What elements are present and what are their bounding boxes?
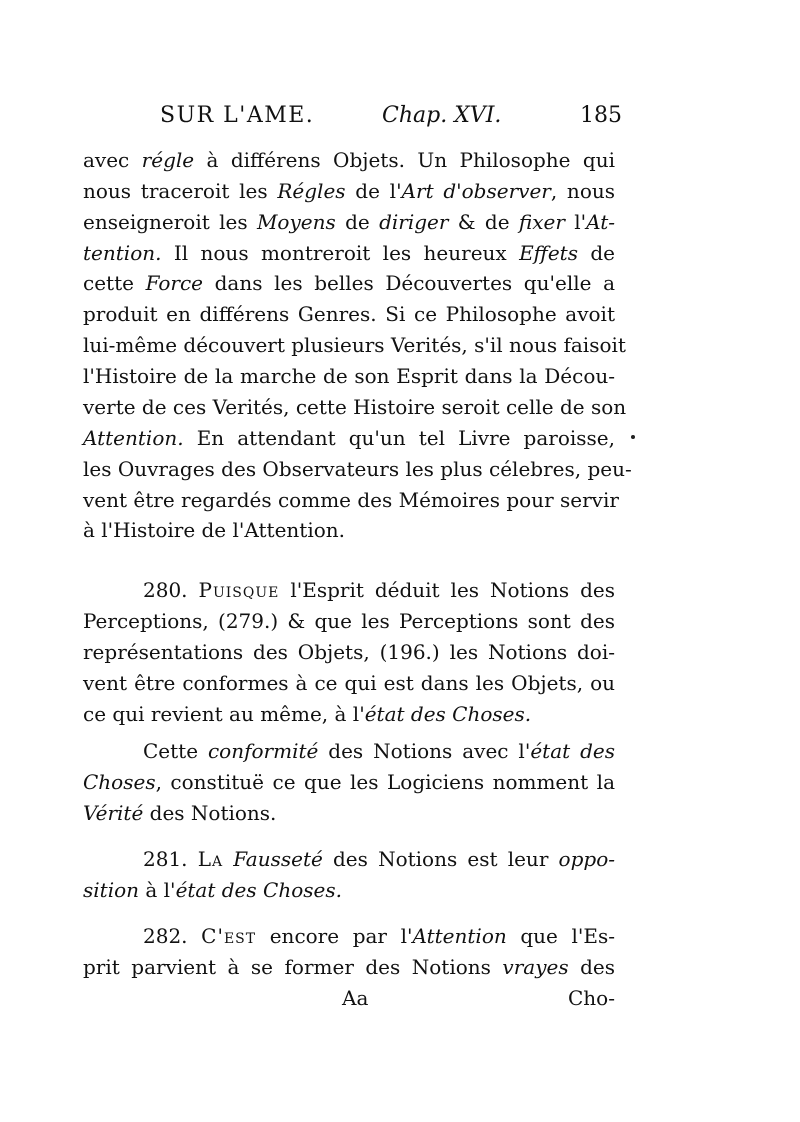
italic-text: At- xyxy=(586,210,615,234)
italic-text: Moyens xyxy=(256,210,336,234)
small-caps-text: C'est xyxy=(201,924,257,948)
running-head xyxy=(160,103,622,133)
text-line: verte de ces Verités, cette Histoire seroit celle de son xyxy=(83,395,627,419)
small-caps-text: La xyxy=(197,847,224,871)
text-line: Choses, constituë ce que les Logiciens nomment la xyxy=(83,770,615,794)
italic-text: état des Choses. xyxy=(175,878,342,902)
text-line: prit parvient à se former des Notions vrayes des xyxy=(83,955,615,979)
text-line: les Ouvrages des Observateurs les plus célebres, peu- xyxy=(83,457,632,481)
small-caps-text: Puisque xyxy=(198,578,280,602)
italic-text: Art d'observer xyxy=(401,179,551,203)
italic-text: sition xyxy=(83,878,140,902)
italic-text: Attention xyxy=(412,924,507,948)
paragraph-282-line: 282. C'est encore par l'Attention que l'Es- xyxy=(143,924,616,948)
italic-text: Fausseté xyxy=(233,847,323,871)
paragraph-281-line: 281. La Fausseté des Notions est leur oppo- xyxy=(143,847,615,871)
text-line: tention. Il nous montreroit les heureux Effets de xyxy=(83,241,615,265)
text-line: vent être regardés comme des Mémoires pour servir xyxy=(83,488,619,512)
text-line: Attention. En attendant qu'un tel Livre paroisse, xyxy=(83,426,615,450)
italic-text: oppo- xyxy=(558,847,615,871)
text-line: produit en différens Genres. Si ce Philosophe avoit xyxy=(83,302,615,326)
italic-text: Attention. xyxy=(83,426,184,450)
italic-text: Force xyxy=(145,271,203,295)
text-line: avec régle à différens Objets. Un Philosophe qui xyxy=(83,148,615,172)
running-title: SUR L'AME. xyxy=(160,103,315,128)
text-line: vent être conformes à ce qui est dans les Objets, ou xyxy=(83,671,615,695)
italic-text: vrayes xyxy=(502,955,569,979)
italic-text: conformité xyxy=(207,739,319,763)
text-line: sition à l'état des Choses. xyxy=(83,878,342,902)
italic-text: Effets xyxy=(519,241,578,265)
italic-text: état des xyxy=(530,739,615,763)
italic-text: Choses xyxy=(83,770,156,794)
italic-text: état des Choses. xyxy=(364,702,532,726)
paragraph-line: Cette conformité des Notions avec l'état des xyxy=(143,739,615,763)
chapter-label: Chap. XVI. xyxy=(382,103,502,128)
text-line: lui-même découvert plusieurs Verités, s'il nous faisoit xyxy=(83,333,626,357)
text-line: cette Force dans les belles Découvertes qu'elle a xyxy=(83,271,615,295)
text-line: à l'Histoire de l'Attention. xyxy=(83,518,345,542)
italic-text: diriger xyxy=(379,210,449,234)
page-number: 185 xyxy=(580,103,622,128)
italic-text: Vérité xyxy=(83,801,144,825)
text-line: Perceptions, (279.) & que les Perceptions sont des xyxy=(83,609,615,633)
text-line: Vérité des Notions. xyxy=(83,801,277,825)
italic-text: Régles xyxy=(277,179,346,203)
italic-text: tention. xyxy=(83,241,162,265)
text-line: représentations des Objets, (196.) les Notions doi- xyxy=(83,640,615,664)
signature-mark: Aa xyxy=(342,986,369,1010)
italic-text: régle xyxy=(141,148,195,172)
catchword: Cho- xyxy=(568,986,615,1010)
text-line: enseigneroit les Moyens de diriger & de fixer l'At- xyxy=(83,210,615,234)
margin-mark xyxy=(631,435,635,439)
text-line: ce qui revient au même, à l'état des Choses. xyxy=(83,702,532,726)
italic-text: fixer xyxy=(518,210,565,234)
text-line: nous traceroit les Régles de l'Art d'observer, nous xyxy=(83,179,615,203)
paragraph-280-line: 280. Puisque l'Esprit déduit les Notions des xyxy=(143,578,616,602)
text-line: l'Histoire de la marche de son Esprit dans la Décou- xyxy=(83,364,615,388)
